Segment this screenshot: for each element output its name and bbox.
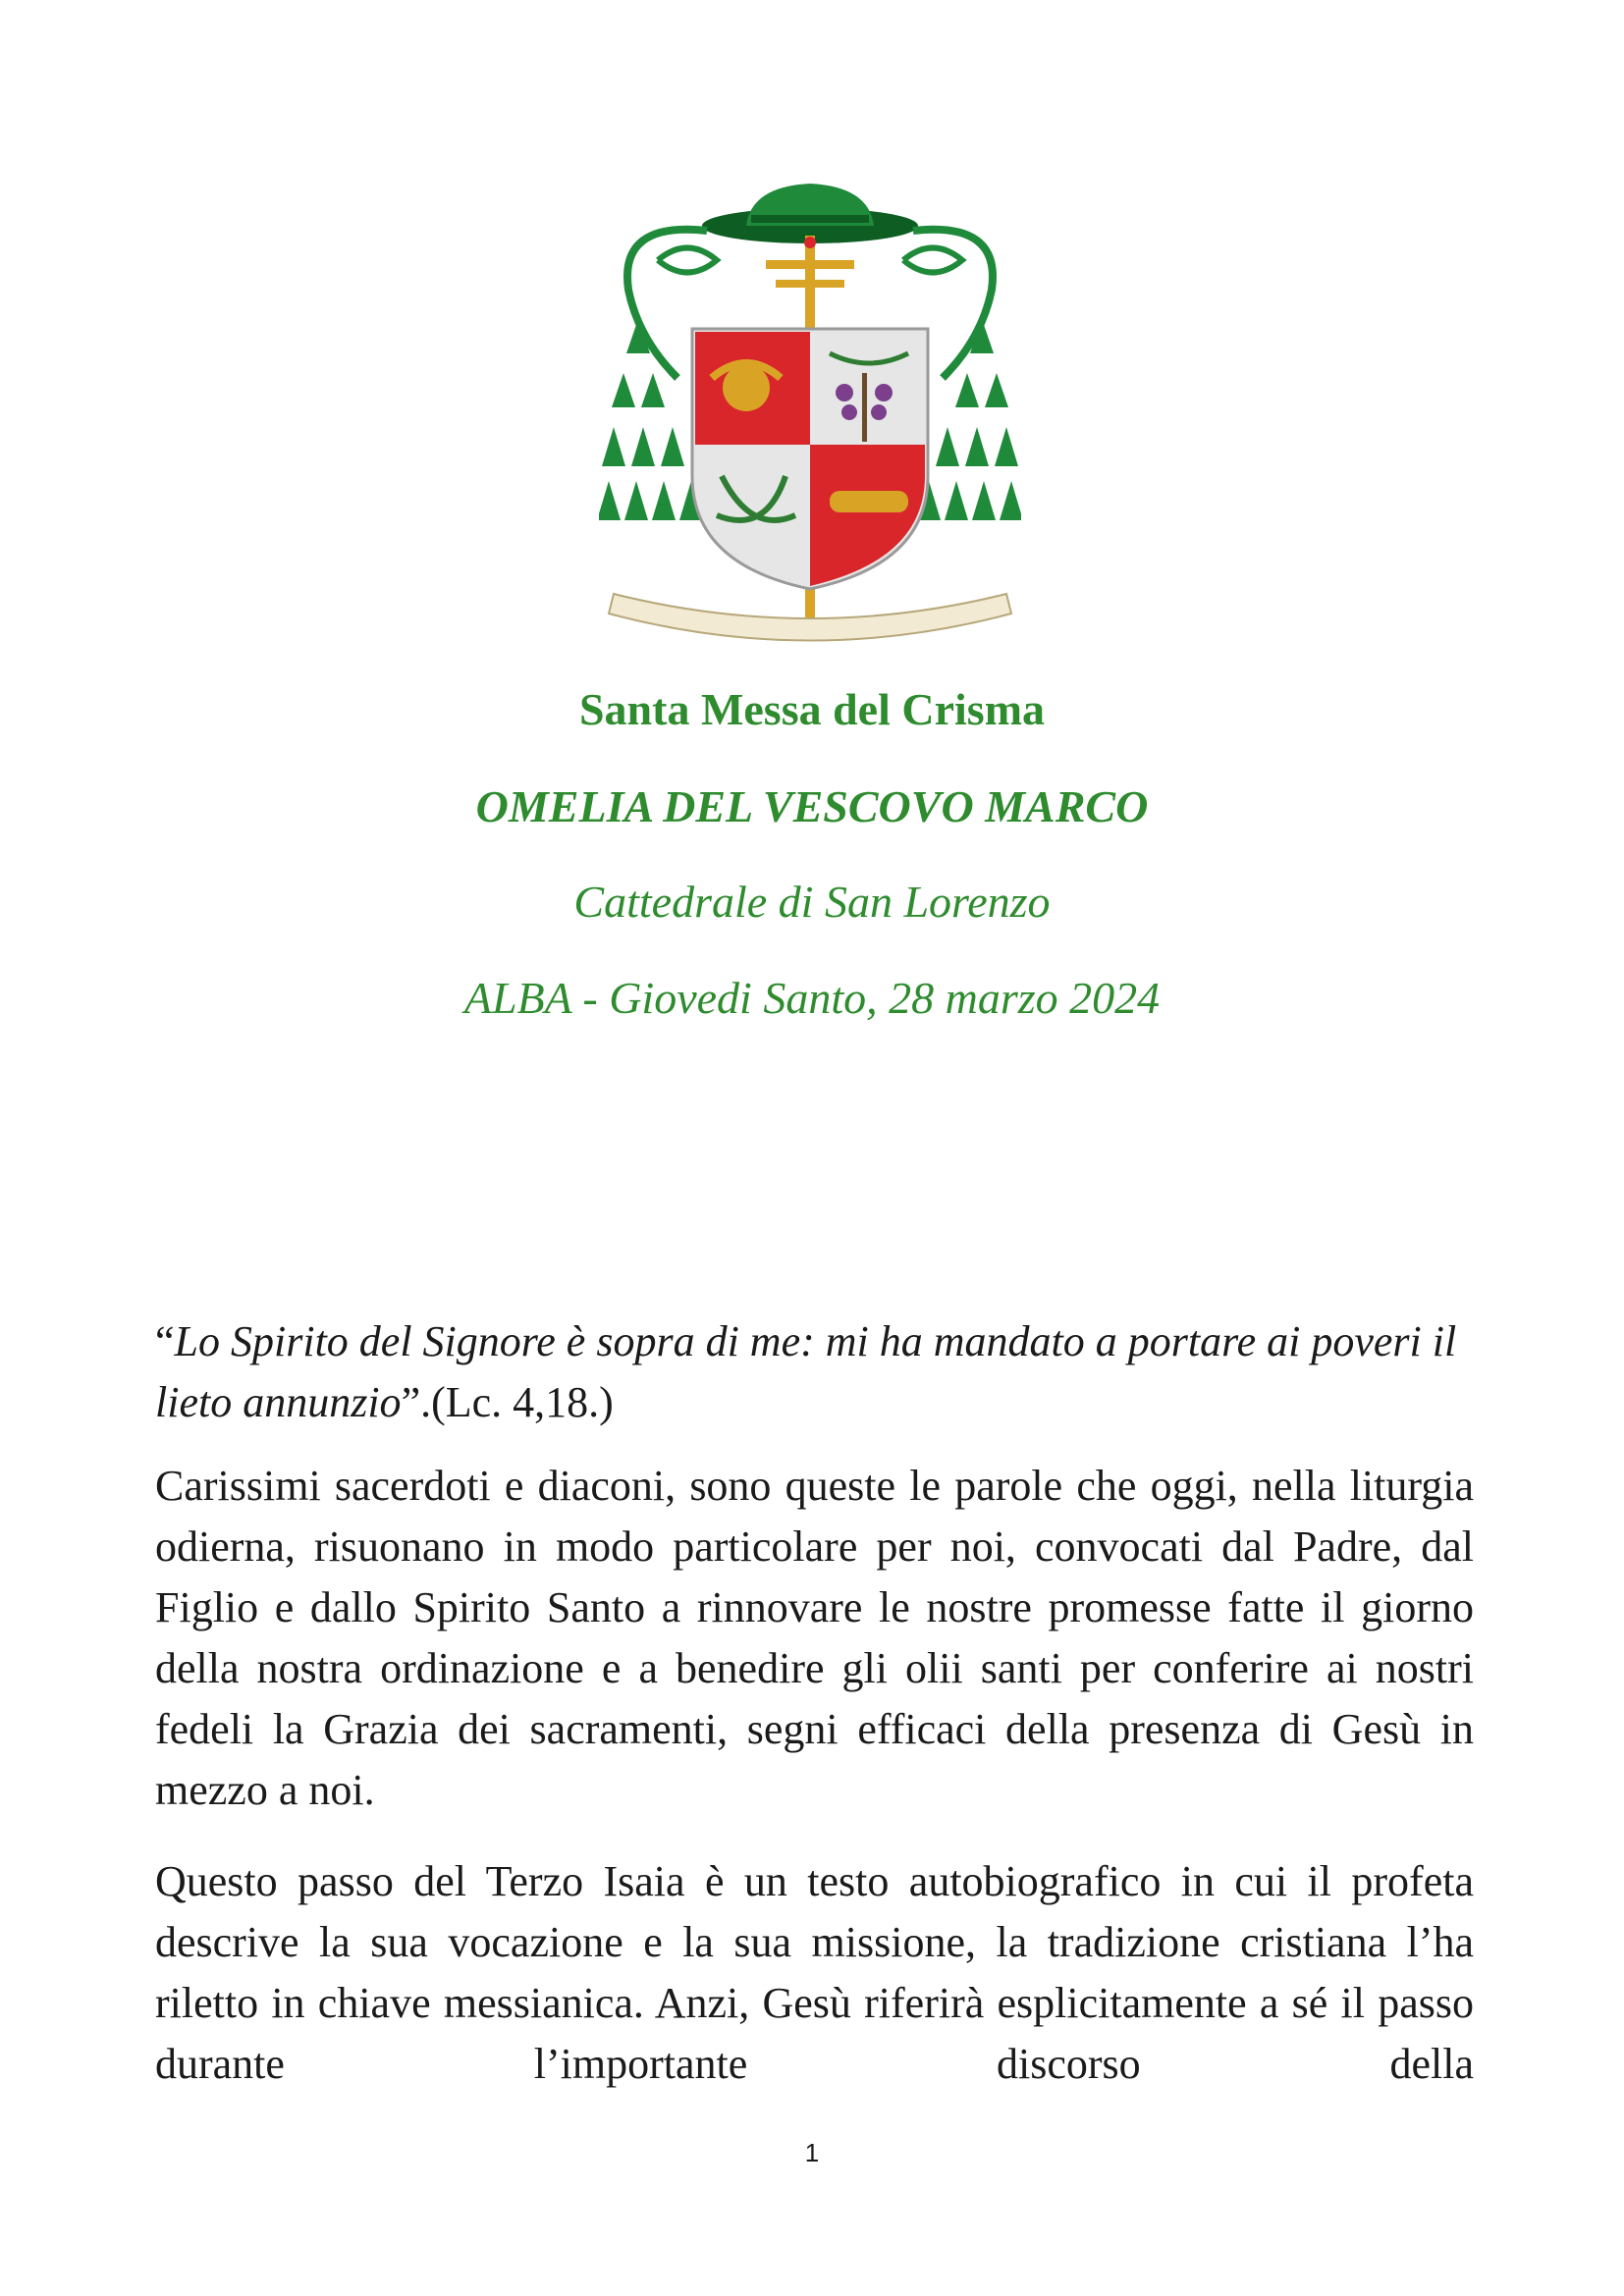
quote-reference: .(Lc. 4,18.) (420, 1378, 614, 1426)
scripture-quote: “Lo Spirito del Signore è sopra di me: mi ha mandato a portare ai poveri il lieto annunzio”.(Lc. 4,18.) (155, 1317, 1457, 1426)
coat-of-arms-icon (599, 182, 1021, 653)
paragraph: Carissimi sacerdoti e diaconi, sono queste le parole che oggi, nella liturgia odierna, risuonano in modo particolare per noi, convocati dal Padre, dal Figlio e dallo Spirito Santo a rinnovare le nostre promesse fatte il giorno della nostra ordinazione e a benedire gli olii santi per conferire ai nostri fedeli la Grazia dei sacramenti, segni efficaci della presenza di Gesù in mezzo a noi. (155, 1462, 1474, 1814)
document-title: Santa Messa del Crisma (578, 684, 1046, 734)
paragraph: Questo passo del Terzo Isaia è un testo autobiografico in cui il profeta descrive la sua vocazione e la sua missione, la tradizione cristiana l’ha riletto in chiave messianica. Anzi, Gesù riferirà esplicitamente a sé il passo durante l’importante discorso della (155, 1857, 1474, 2088)
document-date: ALBA - Giovedi Santo, 28 marzo 2024 (463, 973, 1161, 1023)
page-number: 1 (804, 2138, 820, 2167)
quote-text: Lo Spirito del Signore è sopra di me: mi ha mandato a portare ai poveri il lieto annunzio (155, 1317, 1457, 1426)
document-place: Cattedrale di San Lorenzo (573, 877, 1051, 927)
document-subtitle: OMELIA DEL VESCOVO MARCO (475, 781, 1149, 831)
